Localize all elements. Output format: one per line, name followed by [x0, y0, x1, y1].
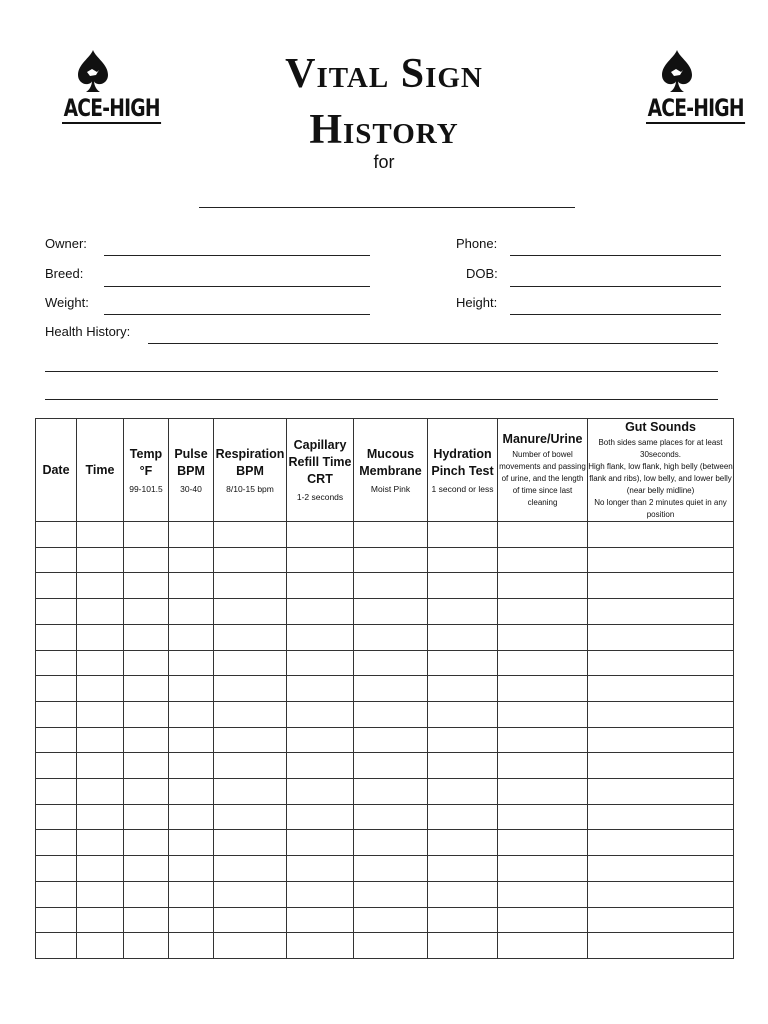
table-cell[interactable]: [428, 599, 498, 625]
table-cell[interactable]: [214, 753, 287, 779]
table-cell[interactable]: [124, 676, 169, 702]
title-line-1: Vital Sign: [285, 51, 483, 97]
table-cell[interactable]: [77, 856, 124, 882]
table-cell[interactable]: [588, 650, 734, 676]
table-cell[interactable]: [428, 676, 498, 702]
header-hydration: [428, 419, 498, 522]
health-history-label: Health History:: [45, 324, 131, 339]
table-cell[interactable]: [77, 522, 124, 548]
table-cell[interactable]: [428, 856, 498, 882]
table-cell[interactable]: [169, 650, 214, 676]
table-cell[interactable]: [498, 856, 588, 882]
header-sub: 30-40: [180, 483, 202, 494]
header-label: Temp °F: [129, 446, 163, 478]
table-cell[interactable]: [36, 547, 77, 573]
table-cell[interactable]: [354, 676, 428, 702]
table-cell[interactable]: [77, 676, 124, 702]
table-cell[interactable]: [169, 701, 214, 727]
header-temp: [124, 419, 169, 522]
table-cell[interactable]: [498, 779, 588, 805]
header-sub: Number of bowel movements and passing of urine, and the length of time since last cleaning: [499, 450, 586, 507]
table-cell[interactable]: [77, 753, 124, 779]
table-cell[interactable]: [124, 547, 169, 573]
vital-signs-table: [35, 418, 734, 959]
table-cell[interactable]: [214, 779, 287, 805]
table-row: [36, 547, 734, 573]
table-cell[interactable]: [498, 701, 588, 727]
table-cell[interactable]: [36, 804, 77, 830]
table-cell[interactable]: [287, 804, 354, 830]
table-cell[interactable]: [169, 779, 214, 805]
table-cell[interactable]: [36, 753, 77, 779]
table-cell[interactable]: [124, 573, 169, 599]
table-cell[interactable]: [354, 933, 428, 959]
table-cell[interactable]: [354, 624, 428, 650]
table-cell[interactable]: [77, 881, 124, 907]
table-cell[interactable]: [36, 522, 77, 548]
table-row: [36, 933, 734, 959]
health-history-field-1[interactable]: [148, 343, 718, 344]
table-cell[interactable]: [124, 701, 169, 727]
table-cell[interactable]: [36, 830, 77, 856]
table-cell[interactable]: [498, 599, 588, 625]
table-cell[interactable]: [36, 933, 77, 959]
table-cell[interactable]: [77, 573, 124, 599]
table-cell[interactable]: [214, 522, 287, 548]
header-label: Pulse BPM: [174, 446, 208, 478]
header-date: [36, 419, 77, 522]
table-row: [36, 907, 734, 933]
table-cell[interactable]: [428, 753, 498, 779]
table-cell[interactable]: [169, 753, 214, 779]
table-cell[interactable]: [36, 727, 77, 753]
breed-label: Breed:: [45, 266, 84, 281]
table-cell[interactable]: [77, 804, 124, 830]
table-cell[interactable]: [124, 933, 169, 959]
table-cell[interactable]: [588, 547, 734, 573]
table-cell[interactable]: [124, 856, 169, 882]
header-manure-urine: [498, 419, 588, 522]
table-cell[interactable]: [428, 573, 498, 599]
table-cell[interactable]: [124, 907, 169, 933]
table-cell[interactable]: [287, 701, 354, 727]
logo-text: ACE-HIGH: [63, 94, 160, 122]
table-cell[interactable]: [77, 907, 124, 933]
table-cell[interactable]: [498, 547, 588, 573]
table-cell[interactable]: [354, 547, 428, 573]
header-label: Respiration BPM: [215, 446, 285, 478]
table-cell[interactable]: [498, 727, 588, 753]
table-cell[interactable]: [169, 599, 214, 625]
table-row: [36, 676, 734, 702]
table-cell[interactable]: [428, 727, 498, 753]
table-cell[interactable]: [124, 881, 169, 907]
table-cell[interactable]: [354, 856, 428, 882]
table-cell[interactable]: [498, 624, 588, 650]
table-cell[interactable]: [287, 881, 354, 907]
table-cell[interactable]: [354, 804, 428, 830]
table-cell[interactable]: [498, 907, 588, 933]
table-row: [36, 804, 734, 830]
header-mucous-membrane: [354, 419, 428, 522]
phone-field[interactable]: [510, 255, 721, 256]
header-label: Gut Sounds: [625, 420, 696, 434]
table-cell[interactable]: [169, 804, 214, 830]
table-row: [36, 753, 734, 779]
table-cell[interactable]: [169, 676, 214, 702]
table-cell[interactable]: [498, 753, 588, 779]
table-cell[interactable]: [287, 779, 354, 805]
table-cell[interactable]: [214, 881, 287, 907]
table-cell[interactable]: [169, 830, 214, 856]
table-cell[interactable]: [169, 624, 214, 650]
table-cell[interactable]: [214, 933, 287, 959]
table-cell[interactable]: [36, 779, 77, 805]
table-cell[interactable]: [498, 804, 588, 830]
table-cell[interactable]: [124, 753, 169, 779]
height-label: Height:: [456, 295, 498, 310]
header-sub: 99-101.5: [129, 483, 163, 494]
table-cell[interactable]: [36, 624, 77, 650]
title-line-2: History: [309, 107, 459, 153]
table-cell[interactable]: [169, 547, 214, 573]
table-cell[interactable]: [428, 830, 498, 856]
table-cell[interactable]: [354, 830, 428, 856]
header-label: Capillary Refill Time CRT: [288, 438, 352, 486]
table-cell[interactable]: [354, 881, 428, 907]
header-label: Date: [42, 462, 70, 477]
weight-field[interactable]: [104, 314, 370, 315]
table-row: [36, 624, 734, 650]
dob-label: DOB:: [466, 266, 498, 281]
table-cell[interactable]: [428, 779, 498, 805]
table-cell[interactable]: [588, 522, 734, 548]
table-cell[interactable]: [588, 933, 734, 959]
table-cell[interactable]: [498, 522, 588, 548]
height-field[interactable]: [510, 314, 721, 315]
table-cell[interactable]: [428, 907, 498, 933]
table-cell[interactable]: [77, 650, 124, 676]
table-cell[interactable]: [214, 727, 287, 753]
table-cell[interactable]: [214, 650, 287, 676]
table-cell[interactable]: [169, 907, 214, 933]
table-cell[interactable]: [428, 701, 498, 727]
owner-label: Owner:: [45, 236, 87, 251]
table-cell[interactable]: [77, 779, 124, 805]
header-row: [36, 419, 734, 522]
table-cell[interactable]: [287, 727, 354, 753]
header-sub: Both sides same places for at least 30seconds. High flank, low flank, high belly (between flank and ribs), low belly, and lower belly (near belly midline) No longer than 2 minutes quiet in any position: [588, 438, 733, 519]
header-sub: 1 second or less: [431, 483, 494, 494]
table-cell[interactable]: [124, 650, 169, 676]
table-row: [36, 727, 734, 753]
table-cell[interactable]: [214, 907, 287, 933]
header-label: Mucous Membrane: [359, 446, 422, 478]
table-cell[interactable]: [287, 753, 354, 779]
table-cell[interactable]: [428, 881, 498, 907]
table-cell[interactable]: [169, 856, 214, 882]
table-cell[interactable]: [498, 676, 588, 702]
table-cell[interactable]: [588, 701, 734, 727]
table-row: [36, 522, 734, 548]
table-cell[interactable]: [124, 522, 169, 548]
logo-text: ACE-HIGH: [647, 94, 744, 122]
table-cell[interactable]: [498, 650, 588, 676]
table-cell[interactable]: [169, 881, 214, 907]
table-cell[interactable]: [287, 624, 354, 650]
table-cell[interactable]: [287, 650, 354, 676]
table-cell[interactable]: [287, 933, 354, 959]
table-cell[interactable]: [77, 933, 124, 959]
table-cell[interactable]: [428, 804, 498, 830]
table-cell[interactable]: [124, 804, 169, 830]
table-row: [36, 856, 734, 882]
table-cell[interactable]: [588, 856, 734, 882]
header-sub: 1-2 seconds: [296, 492, 344, 502]
header-label: Manure/Urine: [502, 432, 583, 446]
table-row: [36, 881, 734, 907]
table-cell[interactable]: [214, 599, 287, 625]
table-cell[interactable]: [588, 779, 734, 805]
table-row: [36, 830, 734, 856]
header-sub: Moist Pink: [370, 483, 411, 494]
table-cell[interactable]: [77, 599, 124, 625]
table-cell[interactable]: [169, 727, 214, 753]
health-history-field-2[interactable]: [45, 371, 718, 372]
table-cell[interactable]: [287, 856, 354, 882]
table-cell[interactable]: [214, 804, 287, 830]
table-cell[interactable]: [77, 624, 124, 650]
table-row: [36, 779, 734, 805]
header-label: Hydration Pinch Test: [431, 446, 494, 478]
table-cell[interactable]: [354, 727, 428, 753]
table-cell[interactable]: [498, 881, 588, 907]
table-cell[interactable]: [124, 624, 169, 650]
table-row: [36, 573, 734, 599]
table-cell[interactable]: [498, 933, 588, 959]
page-title: [0, 46, 768, 158]
table-cell[interactable]: [354, 701, 428, 727]
table-cell[interactable]: [36, 650, 77, 676]
table-cell[interactable]: [77, 547, 124, 573]
table-cell[interactable]: [287, 599, 354, 625]
table-cell[interactable]: [428, 547, 498, 573]
table-cell[interactable]: [287, 676, 354, 702]
table-cell[interactable]: [354, 599, 428, 625]
table-cell[interactable]: [354, 573, 428, 599]
table-cell[interactable]: [588, 599, 734, 625]
table-cell[interactable]: [354, 753, 428, 779]
dob-field[interactable]: [510, 286, 721, 287]
weight-label: Weight:: [45, 295, 89, 310]
table-row: [36, 701, 734, 727]
table-cell[interactable]: [354, 907, 428, 933]
table-cell[interactable]: [588, 753, 734, 779]
table-cell[interactable]: [498, 830, 588, 856]
table-cell[interactable]: [36, 856, 77, 882]
table-cell[interactable]: [36, 701, 77, 727]
table-cell[interactable]: [287, 907, 354, 933]
table-cell[interactable]: [588, 573, 734, 599]
table-cell[interactable]: [124, 599, 169, 625]
for-label: for: [373, 152, 395, 172]
table-cell[interactable]: [214, 547, 287, 573]
table-cell[interactable]: [36, 573, 77, 599]
table-cell[interactable]: [169, 522, 214, 548]
table-cell[interactable]: [124, 830, 169, 856]
table-cell[interactable]: [214, 676, 287, 702]
name-blank-line[interactable]: [199, 207, 575, 208]
header-gut-sounds: [588, 419, 734, 522]
table-cell[interactable]: [124, 779, 169, 805]
table-cell[interactable]: [36, 907, 77, 933]
table-cell[interactable]: [588, 804, 734, 830]
table-cell[interactable]: [428, 624, 498, 650]
table-cell[interactable]: [428, 933, 498, 959]
table-cell[interactable]: [354, 522, 428, 548]
header-time: [77, 419, 124, 522]
table-cell[interactable]: [124, 727, 169, 753]
table-cell[interactable]: [287, 830, 354, 856]
table-cell[interactable]: [498, 573, 588, 599]
phone-label: Phone:: [456, 236, 498, 251]
table-cell[interactable]: [214, 624, 287, 650]
header-respiration: [214, 419, 287, 522]
header-capillary-refill: [287, 419, 354, 522]
breed-field[interactable]: [104, 286, 370, 287]
table-cell[interactable]: [588, 881, 734, 907]
table-cell[interactable]: [287, 547, 354, 573]
table-cell[interactable]: [588, 830, 734, 856]
owner-field[interactable]: [104, 255, 370, 256]
table-cell[interactable]: [36, 676, 77, 702]
table-cell[interactable]: [287, 522, 354, 548]
table-cell[interactable]: [77, 830, 124, 856]
header-label: Time: [85, 462, 115, 477]
table-cell[interactable]: [287, 573, 354, 599]
table-cell[interactable]: [214, 573, 287, 599]
table-cell[interactable]: [354, 779, 428, 805]
table-cell[interactable]: [169, 933, 214, 959]
table-row: [36, 650, 734, 676]
table-cell[interactable]: [428, 522, 498, 548]
table-row: [36, 599, 734, 625]
header-pulse: [169, 419, 214, 522]
table-cell[interactable]: [169, 573, 214, 599]
table-cell[interactable]: [214, 830, 287, 856]
header-sub: 8/10-15 bpm: [226, 483, 274, 494]
table-cell[interactable]: [588, 624, 734, 650]
table-cell[interactable]: [588, 907, 734, 933]
health-history-field-3[interactable]: [45, 399, 718, 400]
table-cell[interactable]: [588, 727, 734, 753]
table-cell[interactable]: [214, 701, 287, 727]
table-cell[interactable]: [428, 650, 498, 676]
table-cell[interactable]: [77, 727, 124, 753]
table-cell[interactable]: [588, 676, 734, 702]
table-cell[interactable]: [77, 701, 124, 727]
table-cell[interactable]: [36, 881, 77, 907]
table-cell[interactable]: [214, 856, 287, 882]
table-cell[interactable]: [354, 650, 428, 676]
table-cell[interactable]: [36, 599, 77, 625]
